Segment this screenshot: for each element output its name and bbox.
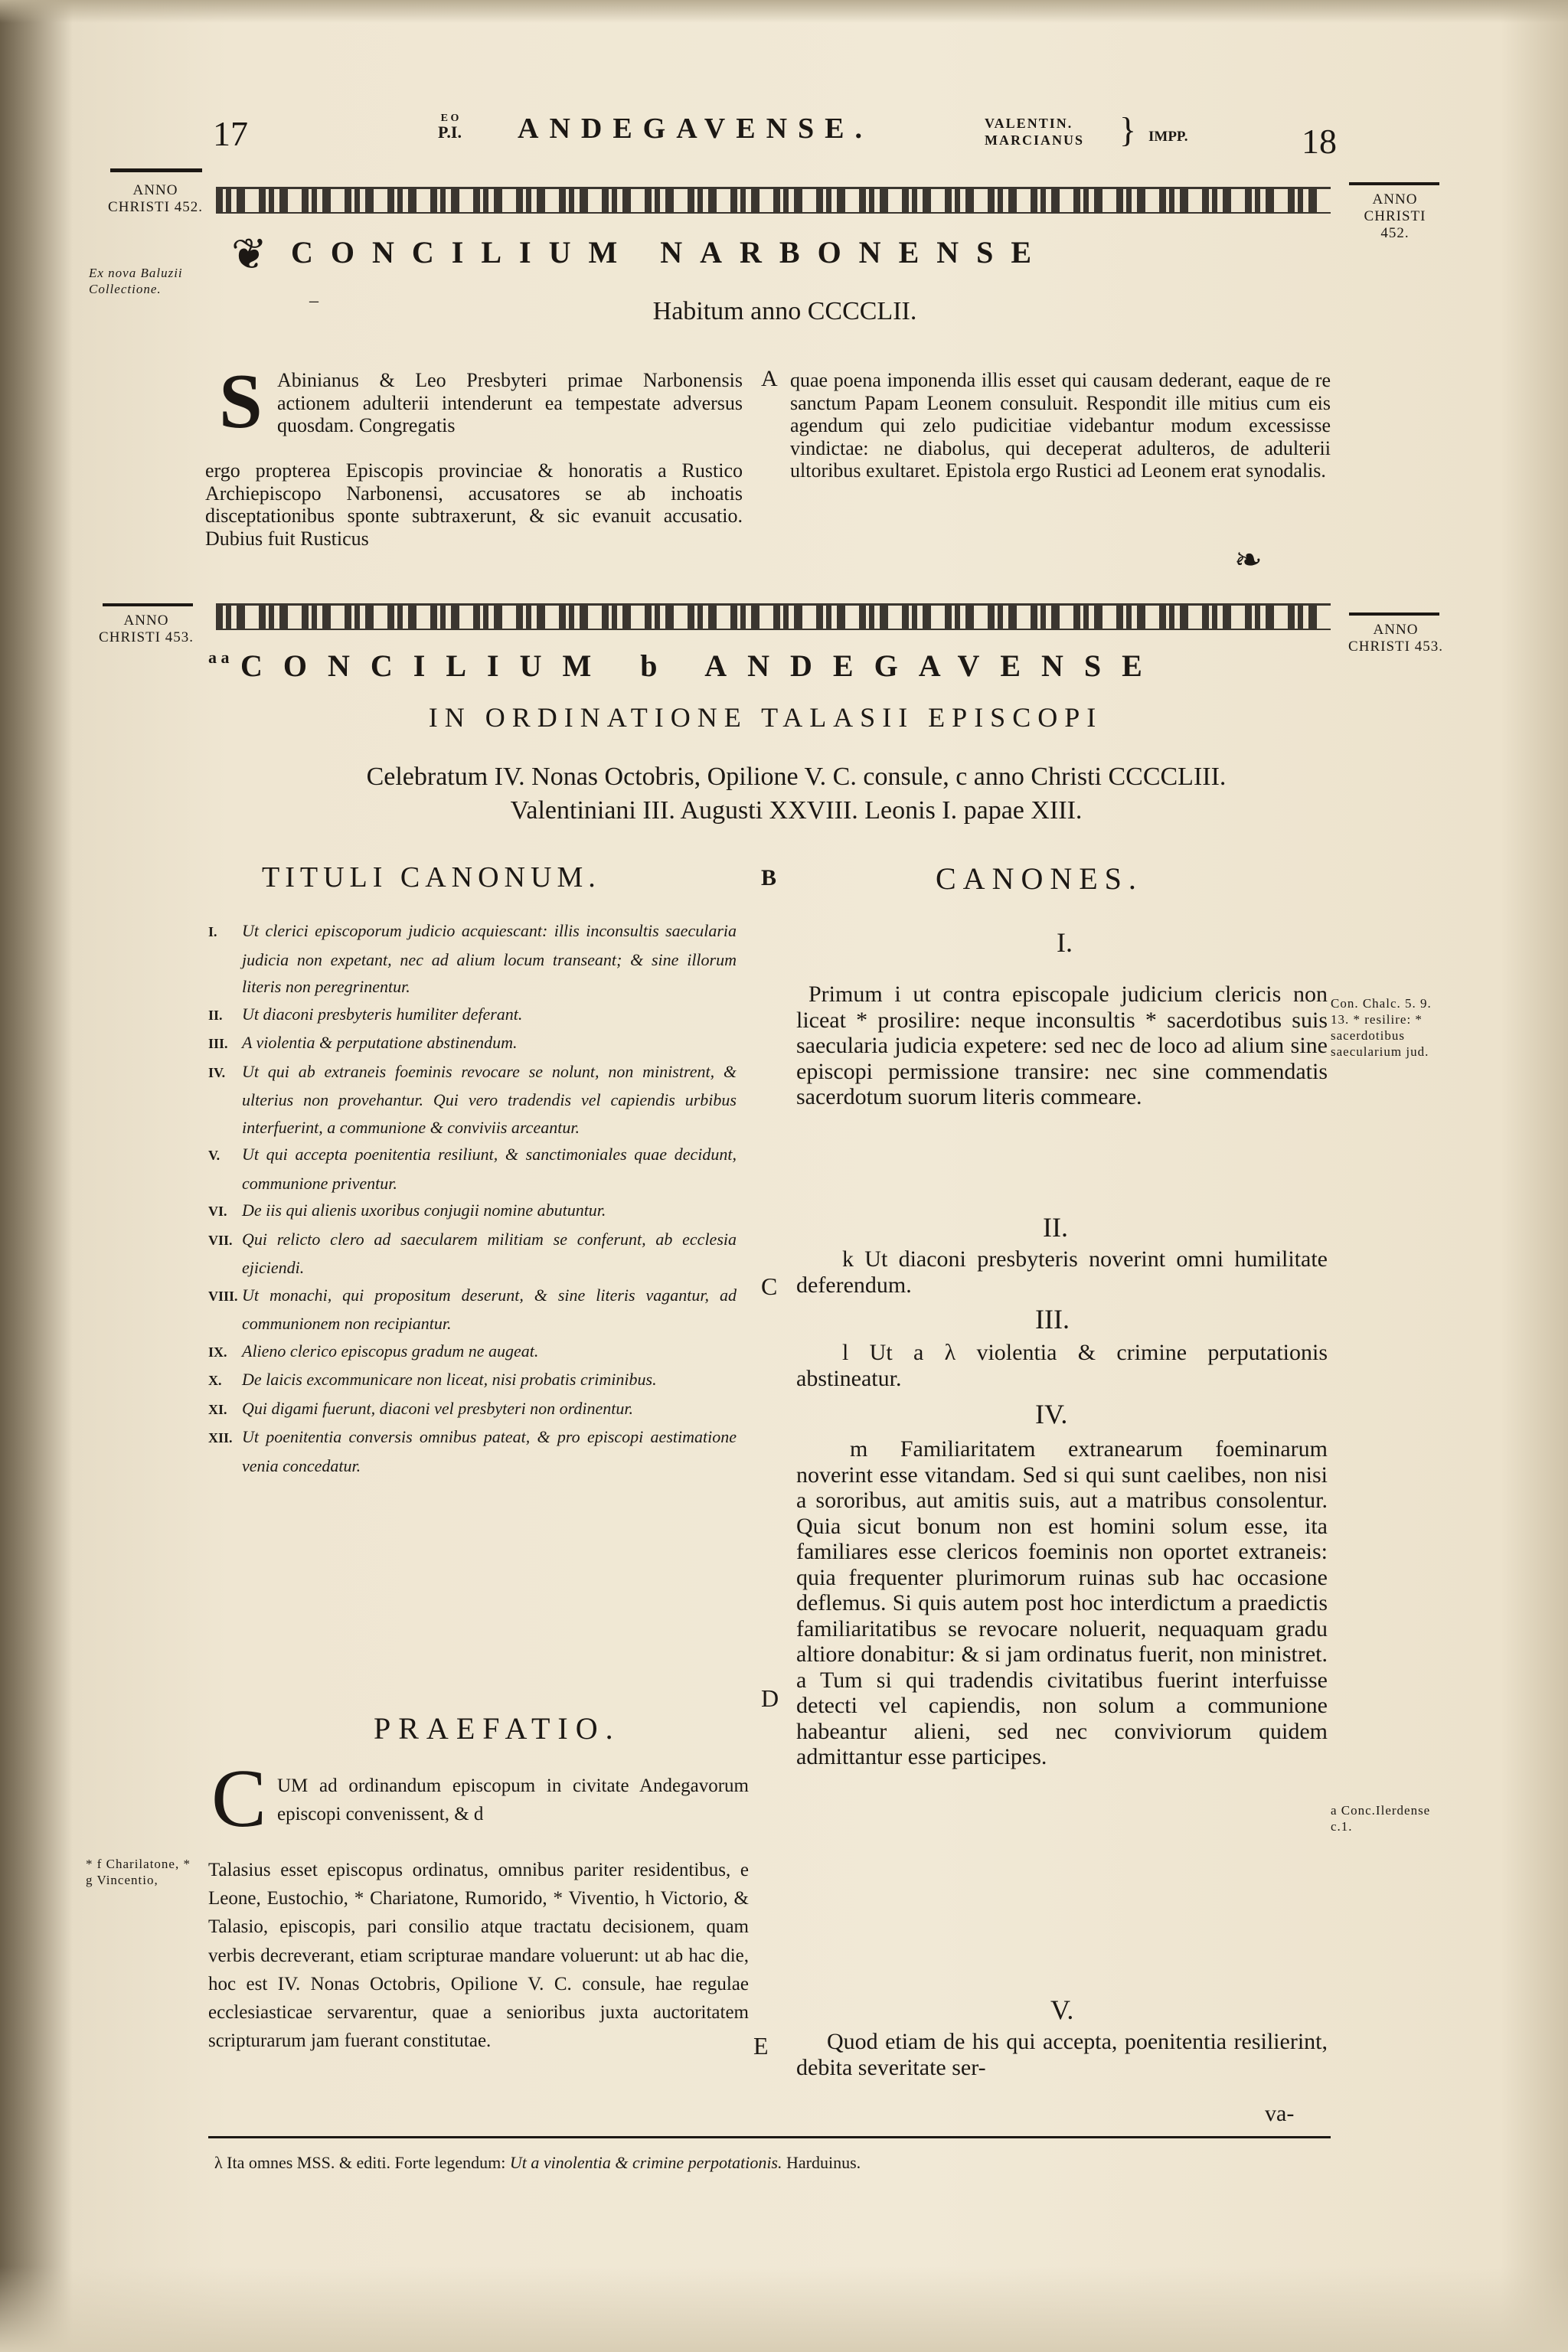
item-number: II. bbox=[208, 1007, 223, 1023]
section-letter-b: B bbox=[761, 865, 777, 890]
item-number: VI. bbox=[208, 1204, 227, 1219]
running-head-pl-sup: E O bbox=[440, 113, 459, 124]
dash-mark: – bbox=[309, 291, 318, 311]
emperor-marcian: MARCIANUS bbox=[985, 132, 1084, 148]
celebratum-line-1: Celebratum IV. Nonas Octobris, Opilione V. C. consule, c anno Christi CCCCLIII. bbox=[366, 763, 1227, 791]
title-footnote-marker: a a bbox=[208, 648, 230, 667]
ornament-band-2 bbox=[216, 603, 1331, 630]
drop-cap-c: C bbox=[211, 1753, 267, 1844]
tituli-heading: TITULI CANONUM. bbox=[262, 861, 601, 893]
margin-rule-left-2 bbox=[103, 603, 193, 606]
page-number-left: 17 bbox=[213, 114, 248, 153]
tituli-list bbox=[208, 917, 737, 1479]
list-item bbox=[208, 1395, 737, 1424]
item-text: Qui relicto clero ad saecularem militiam se conferunt, ab ecclesia ejiciendi. bbox=[242, 1229, 737, 1277]
margin-rule-right-1 bbox=[1349, 182, 1439, 185]
running-head-emperors bbox=[985, 115, 1084, 149]
praefatio-heading: PRAEFATIO. bbox=[374, 1711, 621, 1746]
margin-rule-left-1 bbox=[110, 168, 202, 172]
running-head-impp: IMPP. bbox=[1148, 129, 1188, 145]
margin-year-right-1: ANNO CHRISTI 452. bbox=[1364, 191, 1426, 241]
list-item bbox=[208, 1141, 737, 1197]
page-number-right: 18 bbox=[1302, 122, 1337, 161]
catchword: va- bbox=[1265, 2101, 1295, 2126]
item-number: XII. bbox=[208, 1430, 233, 1446]
canon-3-number: III. bbox=[1035, 1304, 1070, 1334]
footnote-italic: Ut a vinolentia & crimine perpotationis. bbox=[509, 2153, 782, 2172]
item-number: XI. bbox=[208, 1401, 227, 1417]
canon-1-number: I. bbox=[1057, 927, 1073, 958]
canon-1-text: Primum i ut contra episcopale judicium clericis non liceat * prosilire: neque inconsultis * sacerdotibus suis saecularia judicia expetere: sed nec de loco ad alium sine episcopi permissione transire: nec sine commendatis sacerdotum suorum literis commeare. bbox=[796, 982, 1328, 1109]
list-item bbox=[208, 1197, 737, 1226]
running-head-pl bbox=[438, 113, 462, 141]
canon-5-text: Quod etiam de his qui accepta, poenitentia resilierint, debita severitate ser- bbox=[796, 2029, 1328, 2080]
margin-year-left-1: ANNO CHRISTI 452. bbox=[108, 182, 203, 215]
item-number: IX. bbox=[208, 1344, 227, 1360]
item-number: III. bbox=[208, 1036, 228, 1051]
page-bottom-shade bbox=[0, 2266, 1568, 2352]
canon-2-number: II. bbox=[1043, 1212, 1068, 1243]
section1-subtitle: Habitum anno CCCCLII. bbox=[652, 297, 917, 325]
margin-year-right-2: ANNO CHRISTI 453. bbox=[1348, 622, 1443, 655]
running-head-pl-text: P.I. bbox=[438, 122, 462, 142]
ornament-band-1 bbox=[216, 187, 1331, 214]
item-number: IV. bbox=[208, 1064, 226, 1080]
item-number: I. bbox=[208, 924, 217, 939]
canon-4-number: IV. bbox=[1035, 1399, 1068, 1429]
item-text: Qui digami fuerunt, diaconi vel presbyteri non ordinentur. bbox=[242, 1398, 634, 1418]
list-item bbox=[208, 1338, 737, 1367]
section1-left-column-rest: ergo propterea Episcopis provinciae & honoratis a Rustico Archiepiscopo Narbonensi, accusatores se ab inchoatis disceptationibus sponte subtraxerunt, & sic evanuit accusatio. Dubius fuit Rusticus bbox=[205, 459, 743, 550]
section-letter-d: D bbox=[761, 1684, 779, 1712]
emperor-valentinian: VALENTIN. bbox=[985, 116, 1073, 131]
item-text: Alieno clerico episcopus gradum ne augeat. bbox=[242, 1341, 539, 1361]
list-item bbox=[208, 1366, 737, 1395]
list-item bbox=[208, 1029, 737, 1058]
list-item bbox=[208, 1058, 737, 1142]
section2-title: CONCILIUM b ANDEGAVENSE bbox=[240, 648, 1163, 683]
item-text: Ut qui ab extraneis foeminis revocare se nolunt, non ministrent, & ulterius non provehantur. Qui vero tradendis vel capiendis urbibus interfuerint, a communione & conviviis arceantur. bbox=[242, 1061, 737, 1137]
praefatio-text-first: UM ad ordinandum episcopum in civitate Andegavorum episcopi convenissent, & d bbox=[277, 1775, 749, 1824]
margin-note-chalcedon: Con. Chalc. 5. 9. 13. * resilire: * sacerdotibus saecularium jud. bbox=[1331, 996, 1432, 1059]
item-number: VII. bbox=[208, 1232, 233, 1248]
section1-title: CONCILIUM NARBONENSE bbox=[291, 235, 1050, 270]
section-letter-c: C bbox=[761, 1272, 778, 1300]
margin-rule-right-2 bbox=[1349, 612, 1439, 616]
margin-note-variants: * f Charilatone, * g Vincentio, bbox=[86, 1857, 191, 1887]
running-head-title: ANDEGAVENSE. bbox=[518, 113, 873, 145]
running-head-brace: } bbox=[1119, 110, 1137, 149]
page-top-shadow bbox=[0, 0, 1568, 23]
list-item bbox=[208, 1226, 737, 1282]
footnote bbox=[214, 2153, 861, 2173]
canon-5-number: V. bbox=[1050, 1994, 1074, 2025]
list-item bbox=[208, 1282, 737, 1338]
section-letter-a: A bbox=[761, 366, 778, 391]
item-number: X. bbox=[208, 1373, 222, 1388]
item-text: Ut clerici episcoporum judicio acquiescant: illis inconsultis saecularia judicia non expetant, nec ad alium locum transeant; & sine illorum literis non peregrinentur. bbox=[242, 921, 737, 996]
drop-cap-s: S bbox=[219, 358, 263, 445]
praefatio-text-rest: Talasius esset episcopus ordinatus, omnibus pariter residentibus, e Leone, Eustochio, * Chariatone, Rumorido, * Viventio, h Victorio, & Talasio, episcopis, pari consilio atque tractatu decisionem, quam verbis decreverant, etiam scripturae mandare voluerunt: ut ab hac die, hoc est IV. Nonas Octobris, Opilione V. C. consule, hae regulae ecclesiasticae servarentur, quae a senioribus juxta auctoritatem scripturarum jam fuerant constitutae. bbox=[208, 1860, 749, 2052]
item-number: VIII. bbox=[208, 1288, 238, 1304]
section2-subtitle: IN ORDINATIONE TALASII EPISCOPI bbox=[428, 702, 1103, 733]
item-text: Ut qui accepta poenitentia resiliunt, & sanctimoniales quae decidunt, communione priventur. bbox=[242, 1145, 737, 1193]
footnote-signature: Harduinus. bbox=[786, 2153, 861, 2172]
margin-year-left-2: ANNO CHRISTI 453. bbox=[99, 612, 194, 645]
list-item bbox=[208, 917, 737, 1001]
canon-3-text: l Ut a λ violentia & crimine perputationis abstineatur. bbox=[796, 1340, 1328, 1391]
celebratum-line-2: Valentiniani III. Augusti XXVIII. Leonis I. papae XIII. bbox=[510, 796, 1083, 825]
item-number: V. bbox=[208, 1148, 220, 1163]
margin-source-note: Ex nova Baluzii Collectione. bbox=[89, 266, 183, 296]
list-item bbox=[208, 1423, 737, 1479]
item-text: De laicis excommunicare non liceat, nisi probatis criminibus. bbox=[242, 1370, 657, 1389]
canon-2-text: k Ut diaconi presbyteris noverint omni humilitate deferendum. bbox=[796, 1246, 1328, 1298]
item-text: A violentia & perputatione abstinendum. bbox=[242, 1033, 518, 1052]
item-text: Ut poenitentia conversis omnibus pateat, & pro episcopi aestimatione venia concedatur. bbox=[242, 1427, 737, 1475]
end-fleuron-icon: ❧ bbox=[1234, 541, 1263, 579]
fleuron-icon: ❦ bbox=[231, 231, 267, 279]
section1-left-column-first: Abinianus & Leo Presbyteri primae Narbonensis actionem adulterii intenderunt ea tempestate adversus quosdam. Congregatis bbox=[277, 369, 743, 436]
margin-note-ilerda: a Conc.Ilerdense c.1. bbox=[1331, 1803, 1431, 1834]
item-text: Ut diaconi presbyteris humiliter deferant. bbox=[242, 1004, 523, 1024]
footnote-rule bbox=[208, 2136, 1331, 2138]
section-letter-e: E bbox=[753, 2032, 769, 2060]
section1-right-column: quae poena imponenda illis esset qui causam dederant, eaque de re sanctum Papam Leonem consuluit. Respondit ille mitius cum eis agendum qui zelo pudicitiae videbantur modum excessisse vindictae: ne diabolus, qui deceperat adulteros, de adulterii ultoribus exultaret. Epistola ergo Rustici ad Leonem erat synodalis. bbox=[790, 369, 1331, 482]
canon-4-text: m Familiaritatem extranearum foeminarum noverint esse vitandam. Sed si qui sunt caelibes, non nisi a sororibus, aut amitis suis, aut a matribus consolentur. Quia sicut bonum non est homini solum esse, ita familiares esse clericos foeminis non oportet extraneis: quia frequenter plurimorum ruinas sub hac occasione deflemus. Si quis autem post hoc interdictum a praedictis familiaritatibus se revocare noluerit, nequaquam gradu altiore donabitur: & si jam ordinatus fuerit, non ministret. a Tum si qui tradendis civitatibus fuerint interfuisse detecti vel capiendis, non solum a communione habeantur alieni, sed nec conviviorum quidem admittantur esse participes. bbox=[796, 1436, 1328, 1769]
footnote-text: λ Ita omnes MSS. & editi. Forte legendum: bbox=[214, 2153, 506, 2172]
list-item bbox=[208, 1001, 737, 1030]
item-text: Ut monachi, qui propositum deserunt, & sine literis vagantur, ad communionem non recipiantur. bbox=[242, 1285, 737, 1333]
canones-heading: CANONES. bbox=[936, 861, 1143, 896]
item-text: De iis qui alienis uxoribus conjugii nomine abutuntur. bbox=[242, 1200, 606, 1220]
